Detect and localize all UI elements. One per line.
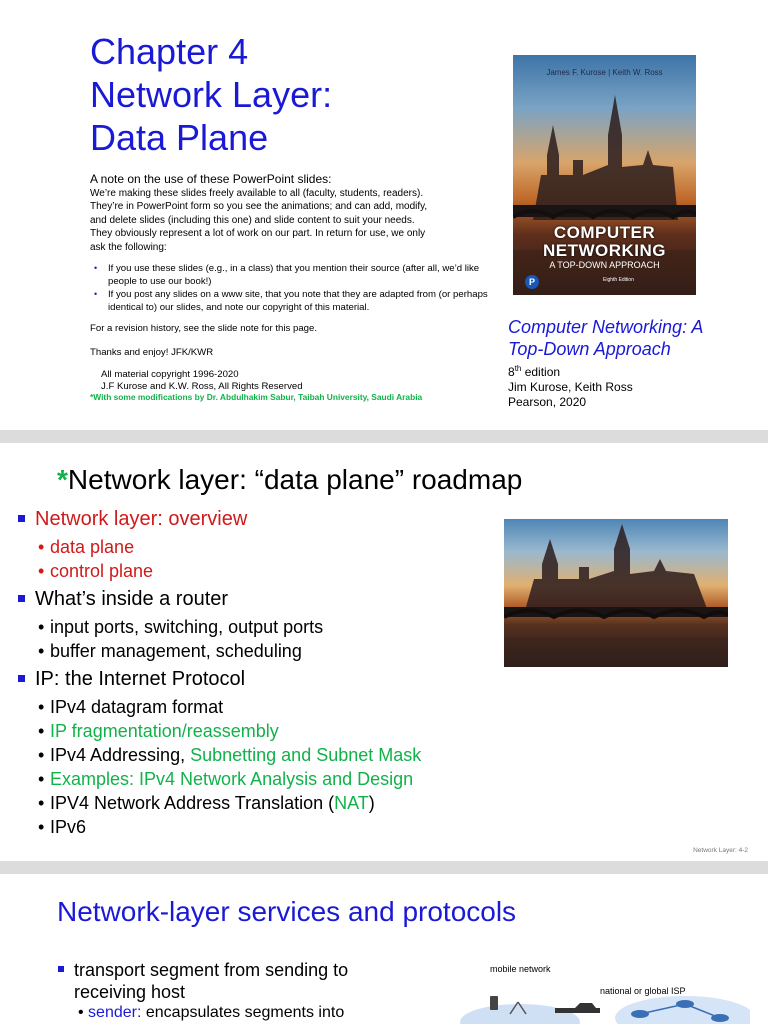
book-caption-details bbox=[508, 361, 633, 410]
pearson-logo-icon: P bbox=[525, 275, 539, 289]
bullet-icon: • bbox=[38, 817, 45, 837]
square-bullet-icon bbox=[18, 595, 25, 602]
bullet-icon: • bbox=[78, 1004, 89, 1021]
sub-list-item: • IP fragmentation/reassembly bbox=[38, 721, 279, 741]
square-bullet-icon bbox=[18, 675, 25, 682]
square-bullet-icon bbox=[58, 966, 64, 972]
copyright-line: All material copyright 1996-2020 bbox=[101, 369, 239, 380]
note-bullet: • If you use these slides (e.g., in a class) that you mention their source (after all, we’d like people to use our book!) bbox=[94, 263, 480, 287]
sub-list-item: • IPv6 bbox=[38, 817, 87, 837]
bullet-icon: • bbox=[94, 263, 98, 273]
publisher-line: Pearson, 2020 bbox=[508, 395, 587, 409]
list-item: What’s inside a router bbox=[18, 587, 538, 611]
sub-list-item: • Examples: IPv4 Network Analysis and Design bbox=[38, 769, 414, 789]
diagram-label: national or global ISP bbox=[600, 986, 686, 996]
bullet-icon: • bbox=[38, 561, 45, 581]
bullet-icon: • bbox=[38, 793, 45, 813]
book-title-line: NETWORKING bbox=[542, 241, 667, 260]
edition-line: 8th edition bbox=[508, 364, 561, 379]
book-authors: James F. Kurose | Keith W. Ross bbox=[546, 68, 663, 77]
roadmap-slide bbox=[0, 443, 768, 861]
chapter-title-line: Network Layer: bbox=[90, 74, 333, 115]
slide-separator bbox=[0, 430, 768, 443]
sub-list-item: • IPV4 Network Address Translation (NAT) bbox=[38, 793, 375, 813]
note-bullet: • If you post any slides on a www site, that you note that they are adapted from (or perhaps identical to) our slides, and note our copyright of this material. bbox=[94, 289, 488, 313]
title-slide bbox=[0, 0, 768, 430]
book-caption-title: Computer Networking: A Top-Down Approach bbox=[508, 317, 704, 359]
bullet-icon: • bbox=[38, 537, 45, 557]
book-title-line: COMPUTER bbox=[553, 223, 656, 242]
bullet-icon: • bbox=[94, 289, 98, 299]
book-edition: Eighth Edition bbox=[603, 277, 634, 283]
book-cover-image bbox=[513, 55, 696, 295]
slide-separator bbox=[0, 861, 768, 874]
list-item: Network layer: overview bbox=[18, 507, 538, 531]
copyright-line: J.F Kurose and K.W. Ross, All Rights Reserved bbox=[101, 381, 303, 392]
authors-line: Jim Kurose, Keith Ross bbox=[508, 380, 633, 394]
note-body: We’re making these slides freely available to all (faculty, students, readers). They’re in PowerPoint form so you see the animations; and can add, modify, and delete slides (including this one) and slide content to suit your needs. They obviously represent a lot of work on our part. In return for use, we only ask the following: bbox=[90, 188, 428, 253]
square-bullet-icon bbox=[18, 515, 25, 522]
roadmap-list bbox=[18, 507, 538, 839]
note-bullet-list bbox=[94, 262, 494, 314]
thanks-note: Thanks and enjoy! JFK/KWR bbox=[90, 347, 214, 358]
book-subtitle: A TOP-DOWN APPROACH bbox=[549, 260, 660, 270]
list-item: IP: the Internet Protocol bbox=[18, 667, 538, 691]
sub-list-item: • input ports, switching, output ports bbox=[38, 617, 324, 637]
revision-note: For a revision history, see the slide note for this page. bbox=[90, 323, 317, 334]
bullet-icon: • bbox=[38, 697, 45, 717]
cathedral-photo bbox=[504, 519, 728, 667]
bullet-icon: • bbox=[38, 617, 45, 637]
bullet-icon: • bbox=[38, 721, 45, 741]
chapter-title bbox=[90, 30, 332, 159]
slide-title: Network-layer services and protocols bbox=[57, 896, 517, 927]
slide-footer: Network Layer: 4-2 bbox=[693, 847, 748, 854]
cathedral-photo-icon bbox=[504, 519, 728, 667]
list-item: transport segment from sending to receiving host bbox=[58, 959, 388, 1003]
slide-title: *Network layer: “data plane” roadmap bbox=[57, 464, 523, 495]
services-slide bbox=[0, 874, 768, 1024]
chapter-title-line: Chapter 4 bbox=[90, 31, 249, 72]
sub-list-item: • IPv4 Addressing, Subnetting and Subnet Mask bbox=[38, 745, 422, 765]
modifications-note: *With some modifications by Dr. Abdulhakim Sabur, Taibah University, Saudi Arabia bbox=[90, 392, 423, 402]
bullet-icon: • bbox=[38, 641, 45, 661]
sub-list-item: • buffer management, scheduling bbox=[38, 641, 302, 661]
note-heading: A note on the use of these PowerPoint slides: bbox=[90, 172, 332, 186]
network-diagram-icon bbox=[460, 974, 750, 1024]
chapter-title-line: Data Plane bbox=[90, 117, 269, 158]
bullet-icon: • bbox=[38, 769, 45, 789]
diagram-label: mobile network bbox=[490, 964, 551, 974]
sub-list-item: • data plane bbox=[38, 537, 135, 557]
sub-list-item: • IPv4 datagram format bbox=[38, 697, 224, 717]
sub-list-item: • sender: encapsulates segments into bbox=[78, 1004, 345, 1021]
sub-list-item: • control plane bbox=[38, 561, 154, 581]
bullet-icon: • bbox=[38, 745, 45, 765]
